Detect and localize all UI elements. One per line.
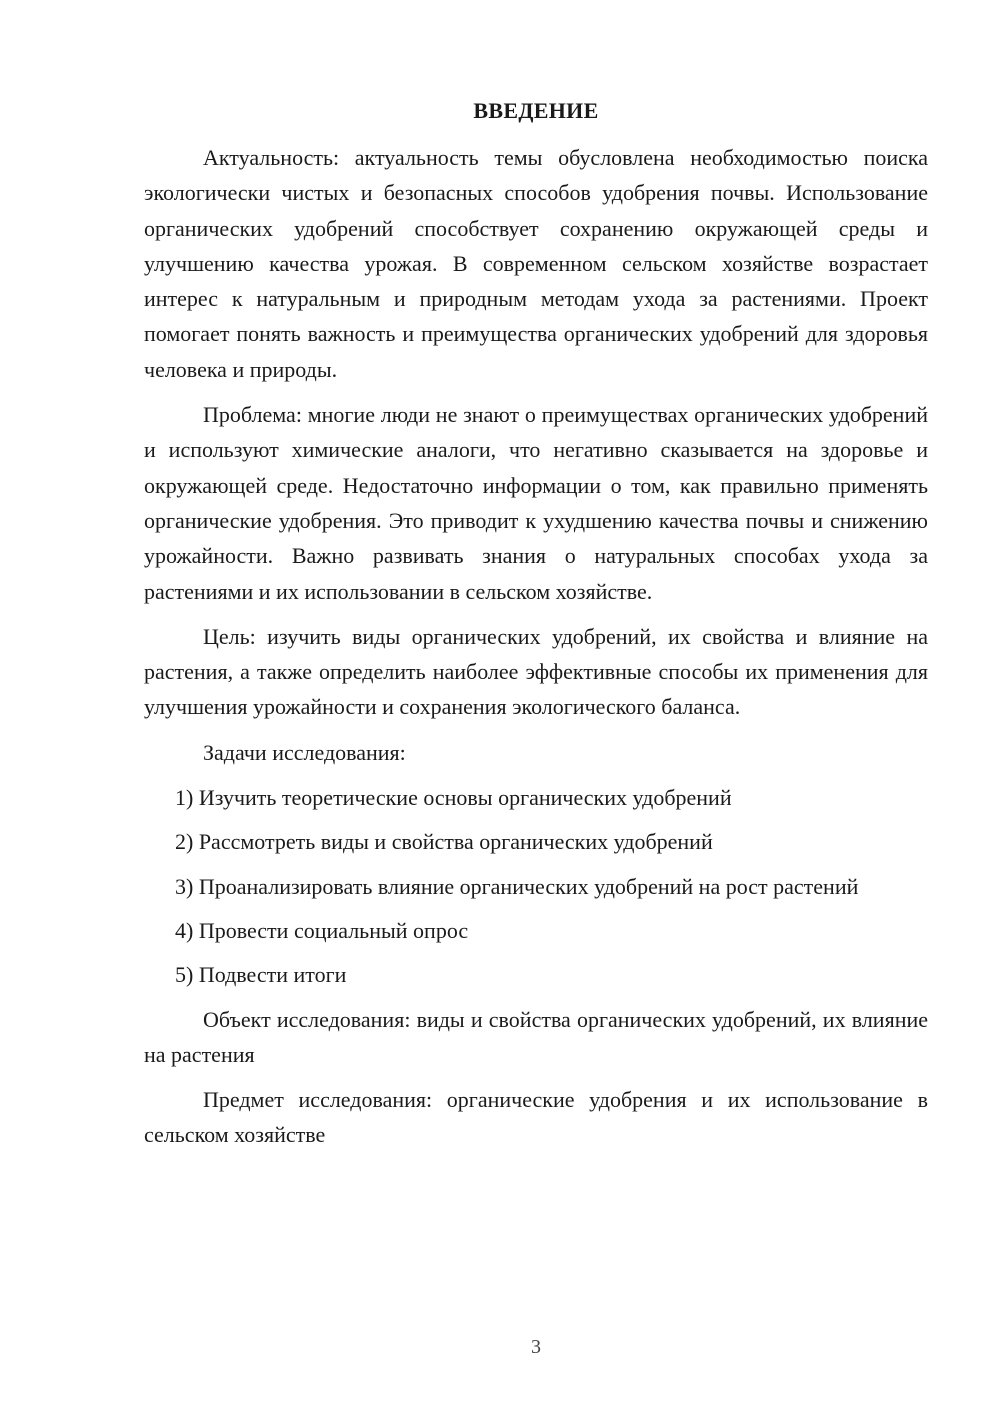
page-number: 3 (531, 1336, 541, 1358)
task-item: 5) Подвести итоги (175, 962, 347, 988)
goal-paragraph: Цель: изучить виды органических удобрений, их свойства и влияние на растения, а также определить наиболее эффективные способы их применения для улучшения урожайности и сохранения экологического баланса. (144, 623, 928, 720)
object-paragraph: Объект исследования: виды и свойства органических удобрений, их влияние на растения (144, 1006, 928, 1067)
task-item: 2) Рассмотреть виды и свойства органических удобрений (175, 829, 713, 855)
tasks-list (144, 780, 928, 992)
task-item: 1) Изучить теоретические основы органических удобрений (175, 785, 732, 811)
tasks-heading: Задачи исследования: (203, 739, 406, 765)
page-title: ВВЕДЕНИЕ (473, 98, 599, 123)
task-item: 3) Проанализировать влияние органических удобрений на рост растений (175, 873, 859, 899)
subject-paragraph: Предмет исследования: органические удобрения и их использование в сельском хозяйстве (144, 1087, 928, 1148)
problem-paragraph: Проблема: многие люди не знают о преимуществах органических удобрений и используют химические аналоги, что негативно сказывается на здоровье и окружающей среде. Недостаточно информации о том, как правильно применять органические удобрения. Это приводит к ухудшению качества почвы и снижению урожайности. Важно развивать знания о натуральных способах ухода за растениями и их использовании в сельском хозяйстве. (144, 402, 928, 604)
page-content (144, 93, 928, 1163)
relevance-paragraph: Актуальность: актуальность темы обусловлена необходимостью поиска экологически чистых и безопасных способов удобрения почвы. Использование органических удобрений способствует сохранению окружающей среды и улучшению качества урожая. В современном сельском хозяйстве возрастает интерес к натуральным и природным методам ухода за растениями. Проект помогает понять важность и преимущества органических удобрений для здоровья человека и природы. (144, 145, 928, 382)
task-item: 4) Провести социальный опрос (175, 917, 469, 943)
